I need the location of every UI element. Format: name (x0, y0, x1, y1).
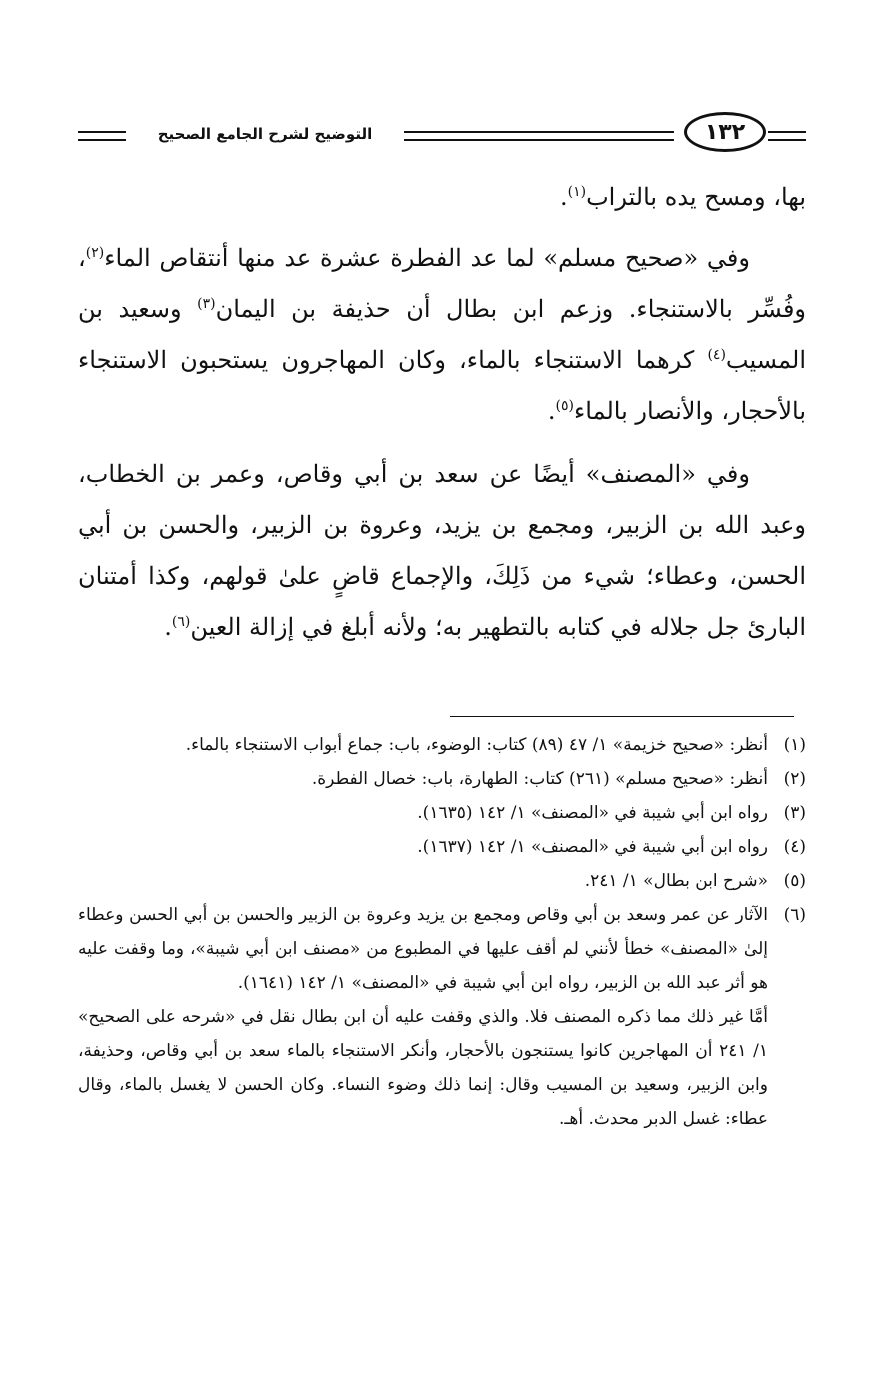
footnote-text: «شرح ابن بطال» ١/ ٢٤١. (584, 871, 768, 891)
header-rule-middle (404, 131, 674, 141)
paragraph-end: . (547, 397, 556, 425)
paragraph-end: . (559, 183, 568, 211)
footnote-text: أنظر: «صحيح خزيمة» ١/ ٤٧ (٨٩) كتاب: الوضوء، باب: جماع أبواب الاستنجاء بالماء. (185, 735, 768, 755)
footnote-ref-1[interactable]: (١) (567, 184, 587, 200)
paragraph-text: وفي «المصنف» أيضًا عن سعد بن أبي وقاص، وعمر بن الخطاب، وعبد الله بن الزبير، ومجمع بن يزيد، وعروة بن الزبير، والحسن بن أبي الحسن، وعطاء؛ شيء من ذَلِكَ، والإجماع قاضٍ علىٰ قولهم، وكذا أمتنان البارئ جل جلاله في كتابه بالتطهير به؛ ولأنه أبلغ في إزالة العين (78, 460, 806, 641)
page-number: ١٣٢ (684, 112, 766, 152)
footnote-text: أنظر: «صحيح مسلم» (٢٦١) كتاب: الطهارة، باب: خصال الفطرة. (311, 769, 768, 789)
footnote-number: (٣) (783, 803, 806, 823)
paragraph-text: ، وفُسِّر بالاستنجاء. وزعم ابن بطال أن حذيفة بن اليمان (78, 244, 807, 323)
footnote-text: أمَّا غير ذلك مما ذكره المصنف فلا. والذي وقفت عليه أن ابن بطال نقل في «شرحه على الصحيح» ١/ ٢٤١ أن المهاجرين كانوا يستنجون بالأحجار، وأنكر الاستنجاء بالماء سعد بن أبي وقاص، وحذيفة، وابن الزبير، وسعيد بن المسيب وقال: إنما ذلك وضوء النساء. وكان الحسن لا يغسل بالماء، وقال عطاء: غسل الدبر محدث. أهـ. (78, 1007, 768, 1129)
footnote-item (78, 830, 806, 864)
footnote-item (78, 762, 806, 796)
paragraph-2 (78, 233, 806, 437)
header-rule-right (768, 131, 806, 141)
paragraph-3 (78, 449, 806, 653)
footnote-text: الآثار عن عمر وسعد بن أبي وقاص ومجمع بن يزيد وعروة بن الزبير والحسن بن أبي الحسن وعطاء إلىٰ «المصنف» خطأ لأنني لم أقف عليها في المطبوع من «مصنف ابن أبي شيبة»، وما وقفت عليه هو أثر عبد الله بن الزبير، رواه ابن أبي شيبة في «المصنف» ١/ ١٤٢ (١٦٤١). (78, 905, 769, 993)
footnote-text: رواه ابن أبي شيبة في «المصنف» ١/ ١٤٢ (١٦٣٥). (417, 803, 768, 823)
paragraph-text: وسعيد بن المسيب (78, 295, 806, 374)
header-rule-left (78, 131, 126, 141)
footnote-ref-4[interactable]: (٤) (707, 347, 726, 363)
footnote-number: (٦) (783, 905, 806, 925)
footnote-item (78, 898, 806, 1000)
footnote-number: (٥) (783, 871, 806, 891)
footnote-text: رواه ابن أبي شيبة في «المصنف» ١/ ١٤٢ (١٦٣٧). (417, 837, 768, 857)
footnote-ref-2[interactable]: (٢) (85, 245, 105, 261)
running-title: التوضيح لشرح الجامع الصحيح (157, 125, 373, 143)
running-header (78, 112, 806, 158)
footnote-item (78, 864, 806, 898)
footnotes (78, 728, 806, 1136)
paragraph-1 (78, 172, 806, 223)
paragraph-text: وفي «صحيح مسلم» لما عد الفطرة عشرة عد منها أنتقاص الماء (104, 244, 750, 272)
footnote-number: (٤) (783, 837, 806, 857)
footnote-continuation (78, 1000, 806, 1136)
footnote-item (78, 728, 806, 762)
paragraph-text: بها، ومسح يده بالتراب (586, 183, 806, 211)
footnote-number: (٢) (783, 769, 806, 789)
paragraph-text: كرهما الاستنجاء بالماء، وكان المهاجرون يستحبون الاستنجاء بالأحجار، والأنصار بالماء (78, 346, 806, 425)
footnote-number: (١) (783, 735, 806, 755)
footnote-ref-6[interactable]: (٦) (171, 614, 191, 630)
paragraph-end: . (164, 613, 172, 641)
footnote-ref-5[interactable]: (٥) (555, 398, 574, 414)
footnote-item (78, 796, 806, 830)
footnote-separator (450, 716, 794, 717)
main-text (78, 172, 806, 665)
footnote-ref-3[interactable]: (٣) (197, 296, 216, 312)
